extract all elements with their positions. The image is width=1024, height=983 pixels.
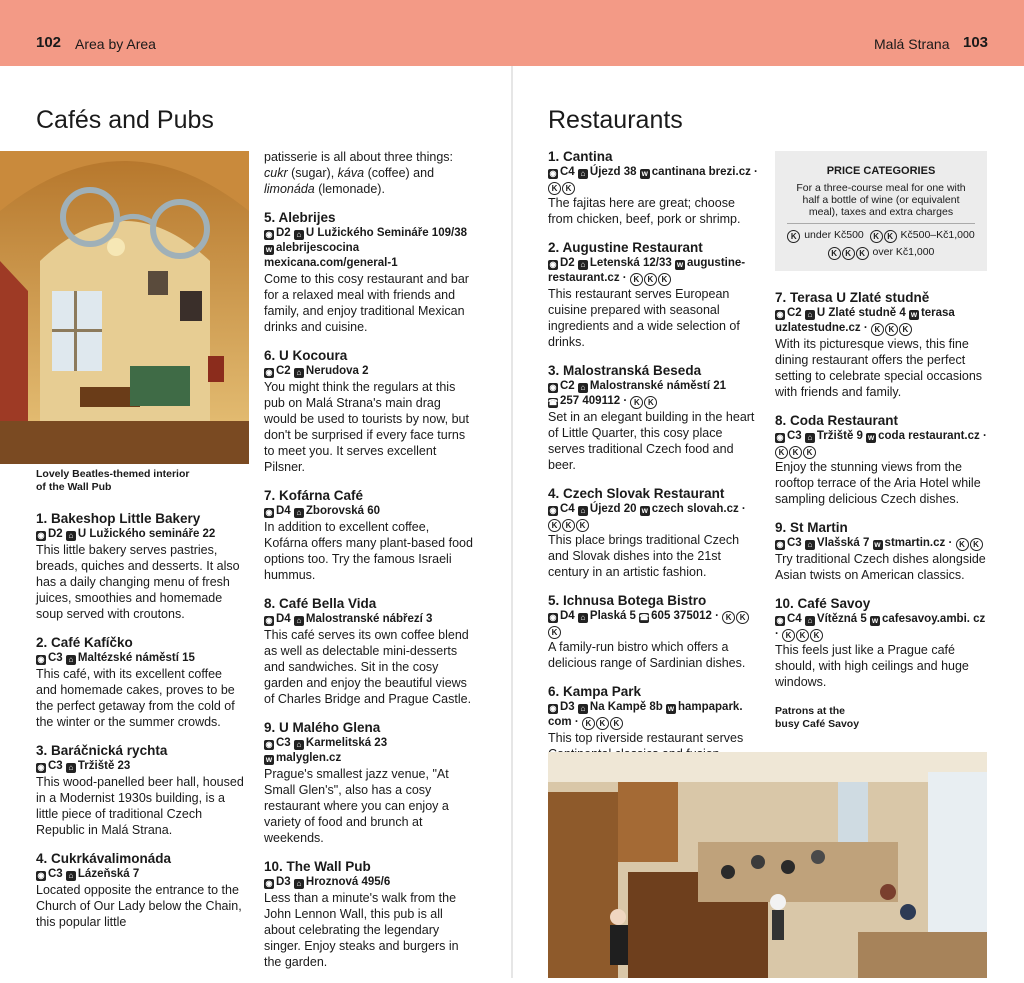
map-pin-icon: ◉ — [776, 540, 784, 549]
map-pin-icon: ◉ — [37, 655, 45, 664]
venue-name: 3. Baráčnická rychta — [36, 743, 168, 758]
grid-ref: C2 — [787, 307, 802, 319]
venue-name: 8. Coda Restaurant — [775, 413, 899, 428]
price-categories-box — [775, 151, 987, 271]
address: Plaská 5 — [589, 610, 636, 622]
restaurants-column-2 — [775, 290, 989, 703]
grid-ref: D4 — [276, 613, 291, 625]
address: Hroznová 495/6 — [305, 876, 391, 888]
venue-meta — [264, 504, 476, 519]
web-icon: w — [676, 260, 684, 269]
venue-name: 4. Czech Slovak Restaurant — [548, 486, 725, 501]
venue-meta — [36, 867, 246, 882]
map-pin-icon: ◉ — [265, 879, 273, 888]
price-icon: K — [658, 273, 671, 286]
price-icon: K — [630, 273, 643, 286]
price-tiers-row-1 — [775, 229, 987, 243]
venue-name: 2. Augustine Restaurant — [548, 240, 703, 255]
web-icon: w — [265, 245, 273, 254]
list-item — [264, 720, 476, 846]
list-item — [775, 413, 989, 507]
price-icon: K — [789, 446, 802, 459]
address: U Lužického Semináře 109/38 — [305, 227, 467, 239]
venue-description: The fajitas here are great; choose from chicken, beef, pork or shrimp. — [548, 196, 741, 226]
grid-ref: C3 — [276, 737, 291, 749]
address-icon: ⌂ — [578, 704, 588, 714]
continued-word-limonada: limonáda — [264, 182, 315, 196]
web-icon: w — [871, 616, 879, 625]
website[interactable]: stmartin.cz — [884, 537, 946, 549]
grid-ref: C4 — [560, 166, 575, 178]
price-icon: K — [871, 323, 884, 336]
venue-description: A family-run bistro which offers a delicious range of Sardinian dishes. — [548, 640, 746, 670]
map-pin-icon: ◉ — [37, 763, 45, 772]
list-item — [775, 520, 989, 583]
price-box-line: half a bottle of wine (or equivalent — [802, 194, 960, 206]
price-box-divider — [787, 223, 975, 224]
map-pin-icon: ◉ — [265, 368, 273, 377]
venue-meta — [264, 875, 476, 890]
website[interactable]: czech slovah.cz — [651, 503, 739, 515]
venue-name: 10. Café Savoy — [775, 596, 871, 611]
venue-meta: ◉ D3 ⌂ Na Kampě 8b w hampapark. com · K K K — [548, 701, 743, 728]
left-section-title: Area by Area — [75, 36, 156, 52]
venue-description: This place brings traditional Czech and Slovak dishes into the 21st century in an artistic fashion. — [548, 533, 740, 579]
address: Tržiště 23 — [77, 760, 131, 772]
venue-name: 8. Café Bella Vida — [264, 596, 377, 611]
grid-ref: D2 — [48, 528, 63, 540]
venue-description: Come to this cosy restaurant and bar for a relaxed meal with friends and family, and enjoy traditional Mexican drinks and cuisine. — [264, 272, 469, 334]
web-icon: w — [641, 506, 648, 515]
address: Tržiště 9 — [816, 430, 863, 442]
grid-ref: D3 — [276, 876, 291, 888]
price-icon: K — [803, 446, 816, 459]
address-icon: ⌂ — [294, 508, 304, 518]
venue-meta: ◉ C4 ⌂ Újezd 38 w cantinana brezi.cz · K K — [549, 166, 758, 193]
address-icon: ⌂ — [66, 763, 76, 773]
price-icon: K — [782, 629, 795, 642]
venue-description: This top riverside restaurant serves — [548, 731, 744, 745]
address-icon: ⌂ — [66, 531, 76, 541]
map-pin-icon: ◉ — [549, 613, 557, 622]
price-icon: K — [796, 629, 809, 642]
map-pin-icon: ◉ — [549, 383, 557, 392]
website[interactable]: terasa uzlatestudne.cz — [775, 307, 955, 334]
venue-meta: ◉ C2 ⌂ Malostranské náměstí 21 ☎ 257 409112 · K K — [548, 380, 727, 407]
map-pin-icon: ◉ — [549, 704, 557, 713]
address: Vítězná 5 — [816, 613, 867, 625]
venue-description: Try traditional Czech dishes alongside Asian twists on American classics. — [775, 552, 986, 582]
price-icon: K — [548, 182, 561, 195]
wall-pub-photo — [0, 151, 249, 464]
venue-meta — [36, 651, 246, 666]
price-icon: K — [856, 247, 869, 260]
venue-name: 5. Alebrijes — [264, 210, 336, 225]
list-item — [775, 290, 989, 400]
venue-name: 4. Cukrkávalimonáda — [36, 851, 172, 866]
continued-text-3: (coffee) and — [367, 166, 435, 180]
venue-description: With its picturesque views, this fine dining restaurant offers the perfect setting to celebrate special occasions with friends and family. — [775, 337, 983, 399]
venue-meta: ◉ C4 ⌂ Vítězná 5 w cafesavoy.ambi. cz · K K K — [775, 613, 986, 640]
list-item — [548, 486, 758, 580]
continued-word-cukr: cukr — [264, 166, 288, 180]
list-item — [775, 596, 989, 690]
address-icon: ⌂ — [805, 540, 815, 550]
grid-ref: C2 — [560, 380, 575, 392]
map-pin-icon: ◉ — [776, 433, 784, 442]
map-pin-icon: ◉ — [37, 531, 45, 540]
address-icon: ⌂ — [294, 740, 304, 750]
venue-name: 9. U Malého Glena — [264, 720, 381, 735]
venue-description: This café, with its excellent coffee and homemade cakes, proves to be the perfect getaway from the cold of the winter or the summer crowds. — [36, 667, 235, 729]
price-icon: K — [630, 396, 643, 409]
list-item — [264, 859, 476, 970]
venue-meta — [264, 612, 476, 627]
price-icon: K — [644, 273, 657, 286]
venue-meta — [36, 759, 246, 774]
list-item — [36, 851, 246, 930]
address: Na Kampě 8b — [589, 701, 663, 713]
venue-description: This restaurant serves European cuisine prepared with seasonal ingredients and a wide selection of drinks. — [548, 287, 740, 349]
address: Lázeňská 7 — [77, 868, 140, 880]
continued-paragraph — [264, 149, 476, 197]
price-icon: K — [576, 519, 589, 532]
cafes-heading: Cafés and Pubs — [36, 106, 214, 134]
caption-line: busy Café Savoy — [775, 718, 860, 730]
address: Újezd 38 — [589, 166, 637, 178]
venue-meta: ◉ C2 ⌂ U Zlaté studně 4 w terasa uzlatestudne.cz · K K K — [775, 307, 955, 334]
list-item — [264, 596, 476, 707]
grid-ref: C3 — [48, 652, 63, 664]
price-icon: K — [787, 230, 800, 243]
address: Malostranské náměstí 21 — [589, 380, 727, 392]
price-icon: K — [842, 247, 855, 260]
venue-meta — [264, 364, 476, 379]
grid-ref: D4 — [276, 505, 291, 517]
map-pin-icon: ◉ — [265, 616, 273, 625]
address-icon: ⌂ — [805, 616, 815, 626]
map-pin-icon: ◉ — [549, 169, 557, 178]
continued-text-2: (sugar), — [291, 166, 335, 180]
address: Újezd 20 — [589, 503, 637, 515]
address-icon: ⌂ — [578, 506, 588, 516]
address-icon: ⌂ — [578, 383, 588, 393]
list-item — [36, 743, 246, 838]
address: U Zlaté studně 4 — [816, 307, 906, 319]
website[interactable]: augustine-restaurant.cz — [548, 257, 746, 284]
restaurants-heading: Restaurants — [548, 106, 683, 134]
address: Malostranské nábřezí 3 — [305, 613, 433, 625]
address: Nerudova 2 — [305, 365, 369, 377]
venue-description: Enjoy the stunning views from the rooftop terrace of the Aria Hotel while sampling delicious Czech dishes. — [775, 460, 981, 506]
price-icon: K — [810, 629, 823, 642]
map-pin-icon: ◉ — [265, 230, 273, 239]
venue-meta: ◉ C3 ⌂ Vlašská 7 w stmartin.cz · K K — [775, 536, 989, 551]
price-icon: K — [884, 230, 897, 243]
grid-ref: C3 — [48, 868, 63, 880]
address: Vlašská 7 — [816, 537, 870, 549]
cafe-savoy-photo — [548, 752, 987, 978]
phone: 605 375012 — [651, 610, 712, 622]
price-icon: K — [828, 247, 841, 260]
grid-ref: C4 — [560, 503, 575, 515]
web-icon: w — [641, 169, 648, 178]
page-gutter — [511, 66, 513, 978]
caption-line: Patrons at the — [775, 705, 846, 717]
venue-name: 6. Kampa Park — [548, 684, 642, 699]
venue-name: 1. Bakeshop Little Bakery — [36, 511, 201, 526]
price-tiers-row-2 — [775, 246, 987, 260]
venue-description: This little bakery serves pastries, breads, quiches and desserts. It also has a daily changing menu of fresh juices, smoothies and homemade soup served with croutons. — [36, 543, 240, 621]
address-icon: ⌂ — [805, 310, 815, 320]
left-page-number: 102 — [36, 34, 62, 51]
grid-ref: C3 — [787, 537, 802, 549]
restaurants-column-1 — [548, 149, 758, 791]
map-pin-icon: ◉ — [776, 616, 784, 625]
venue-meta — [264, 736, 476, 766]
price-box-line: meal), taxes and extra charges — [808, 206, 954, 218]
web-icon: w — [874, 540, 881, 549]
list-item — [548, 240, 758, 350]
right-page-number: 103 — [963, 34, 989, 51]
list-item — [548, 363, 758, 473]
cafes-column-1 — [36, 511, 246, 943]
caption-line: Lovely Beatles-themed interior — [36, 468, 190, 480]
address-icon: ⌂ — [294, 230, 304, 240]
price-icon: K — [582, 717, 595, 730]
map-pin-icon: ◉ — [549, 506, 557, 515]
venue-name: 5. Ichnusa Botega Bistro — [548, 593, 707, 608]
caption-line: of the Wall Pub — [36, 481, 112, 493]
address-icon: ⌂ — [578, 260, 588, 270]
price-icon: K — [548, 626, 561, 639]
price-icon: K — [956, 538, 969, 551]
continued-text-1: patisserie is all about three things: — [264, 150, 453, 164]
price-tier-3: over Kč1,000 — [872, 246, 935, 258]
venue-description: This café serves its own coffee blend as well as delectable mini-desserts and sandwiches. Sit in the cosy garden and enjoy the beautiful views of Charles Bridge and Prague Castle. — [264, 628, 472, 706]
venue-name: 1. Cantina — [548, 149, 613, 164]
running-header — [0, 0, 1024, 66]
website[interactable]: malyglen.cz — [276, 752, 342, 764]
venue-description: Located opposite the entrance to the Church of Our Lady below the Chain, this popular little — [36, 883, 242, 929]
venue-description: This wood-panelled beer hall, housed in a Modernist 1930s building, is a little piece of traditional Czech Republic in Malá Strana. — [36, 775, 244, 837]
list-item — [264, 488, 476, 583]
venue-name: 3. Malostranská Beseda — [548, 363, 702, 378]
website[interactable]: cantinana brezi.cz — [651, 166, 751, 178]
price-icon: K — [644, 396, 657, 409]
price-icon: K — [736, 611, 749, 624]
venue-name: 7. Terasa U Zlaté studně — [775, 290, 930, 305]
continued-text-4: (lemonade). — [318, 182, 385, 196]
list-item — [264, 210, 476, 335]
address-icon: ⌂ — [66, 871, 76, 881]
venue-description: Less than a minute's walk from the John Lennon Wall, this pub is all about celebrating the legendary singer. Enjoy steaks and burgers in the garden. — [264, 891, 459, 969]
map-pin-icon: ◉ — [549, 260, 557, 269]
venue-meta — [36, 527, 246, 542]
list-item — [548, 149, 758, 227]
web-icon: w — [868, 433, 875, 442]
list-item — [548, 593, 758, 671]
grid-ref: C2 — [276, 365, 291, 377]
price-box-title: PRICE CATEGORIES — [826, 165, 936, 177]
map-pin-icon: ◉ — [776, 310, 784, 319]
phone: 257 409112 — [560, 395, 621, 407]
grid-ref: D4 — [560, 610, 575, 622]
address: Zborovská 60 — [305, 505, 381, 517]
continued-text — [264, 149, 476, 197]
right-section-title: Malá Strana — [874, 36, 950, 52]
venue-meta — [264, 226, 476, 271]
address-icon: ⌂ — [578, 169, 588, 179]
continued-word-kava: káva — [337, 166, 365, 180]
cafes-column-2 — [264, 149, 476, 983]
price-icon: K — [596, 717, 609, 730]
price-icon: K — [970, 538, 983, 551]
address-icon: ⌂ — [294, 616, 304, 626]
venue-description: Set in an elegant building in the heart of Little Quarter, this cosy place serves traditional Czech food and beer. — [548, 410, 755, 472]
website[interactable]: coda restaurant.cz — [878, 430, 980, 442]
price-icon: K — [722, 611, 735, 624]
website[interactable]: cafesavoy.ambi. cz — [881, 613, 986, 625]
venue-description: You might think the regulars at this pub on Malá Strana's main drag would be used to tourists by now, but don't be surprised if every face turns to meet you. It serves excellent Pilsner. — [264, 380, 469, 474]
venue-description: Prague's smallest jazz venue, "At Small Glen's", also has a cosy restaurant where you can enjoy a variety of food and brunch at weekends. — [264, 767, 449, 845]
phone-icon: ☎ — [639, 613, 650, 622]
cafe-savoy-caption — [775, 705, 859, 731]
website[interactable]: alebrijescocina mexicana.com/general-1 — [264, 242, 398, 269]
address-icon: ⌂ — [66, 655, 76, 665]
grid-ref: D2 — [560, 257, 575, 269]
web-icon: w — [910, 310, 918, 319]
phone-icon: ☎ — [548, 398, 558, 407]
price-icon: K — [548, 519, 561, 532]
wall-pub-caption — [36, 468, 189, 494]
price-tier-1: under Kč500 — [804, 229, 864, 241]
price-icon: K — [775, 446, 788, 459]
grid-ref: D3 — [560, 701, 575, 713]
grid-ref: C3 — [787, 430, 802, 442]
list-item — [36, 635, 246, 730]
venue-name: 6. U Kocoura — [264, 348, 348, 363]
price-icon: K — [562, 182, 575, 195]
list-item — [264, 348, 476, 475]
address-icon: ⌂ — [578, 613, 588, 623]
venue-description: In addition to excellent coffee, Kofárna offers many plant-based food options too. Try the famous Israeli hummus. — [264, 520, 473, 582]
price-icon: K — [899, 323, 912, 336]
list-item — [36, 511, 246, 622]
grid-ref: C3 — [48, 760, 63, 772]
website[interactable]: hampapark. com — [548, 701, 743, 728]
venue-description: This feels just like a Prague café should, with high ceilings and huge windows. — [775, 643, 969, 689]
venue-meta: ◉ D2 ⌂ Letenská 12/33 w augustine-restaurant.cz · K K K — [548, 257, 746, 284]
venue-name: 2. Café Kafíčko — [36, 635, 133, 650]
venue-name: 7. Kofárna Café — [264, 488, 364, 503]
price-icon: K — [885, 323, 898, 336]
venue-name: 10. The Wall Pub — [264, 859, 371, 874]
grid-ref: D2 — [276, 227, 291, 239]
price-icon: K — [562, 519, 575, 532]
price-tier-2: Kč500–Kč1,000 — [900, 229, 975, 241]
grid-ref: C4 — [787, 613, 802, 625]
map-pin-icon: ◉ — [265, 740, 273, 749]
web-icon: w — [667, 704, 675, 713]
address: Karmelitská 23 — [305, 737, 388, 749]
web-icon: w — [265, 755, 273, 764]
address: U Lužického semináře 22 — [77, 528, 216, 540]
venue-meta: ◉ D4 ⌂ Plaská 5 ☎ 605 375012 · K KK — [548, 609, 758, 639]
venue-meta: ◉ C3 ⌂ Tržiště 9 w coda restaurant.cz · K K K — [776, 430, 987, 457]
address: Maltézské náměstí 15 — [77, 652, 195, 664]
map-pin-icon: ◉ — [265, 508, 273, 517]
map-pin-icon: ◉ — [37, 871, 45, 880]
venue-meta: ◉ C4 ⌂ Újezd 20 w czech slovah.cz · K K K — [549, 503, 746, 530]
address-icon: ⌂ — [805, 433, 815, 443]
address-icon: ⌂ — [294, 368, 304, 378]
venue-name: 9. St Martin — [775, 520, 848, 535]
address: Letenská 12/33 — [589, 257, 672, 269]
price-icon: K — [610, 717, 623, 730]
price-box-line: For a three-course meal for one with — [796, 182, 966, 194]
price-icon: K — [870, 230, 883, 243]
address-icon: ⌂ — [294, 879, 304, 889]
